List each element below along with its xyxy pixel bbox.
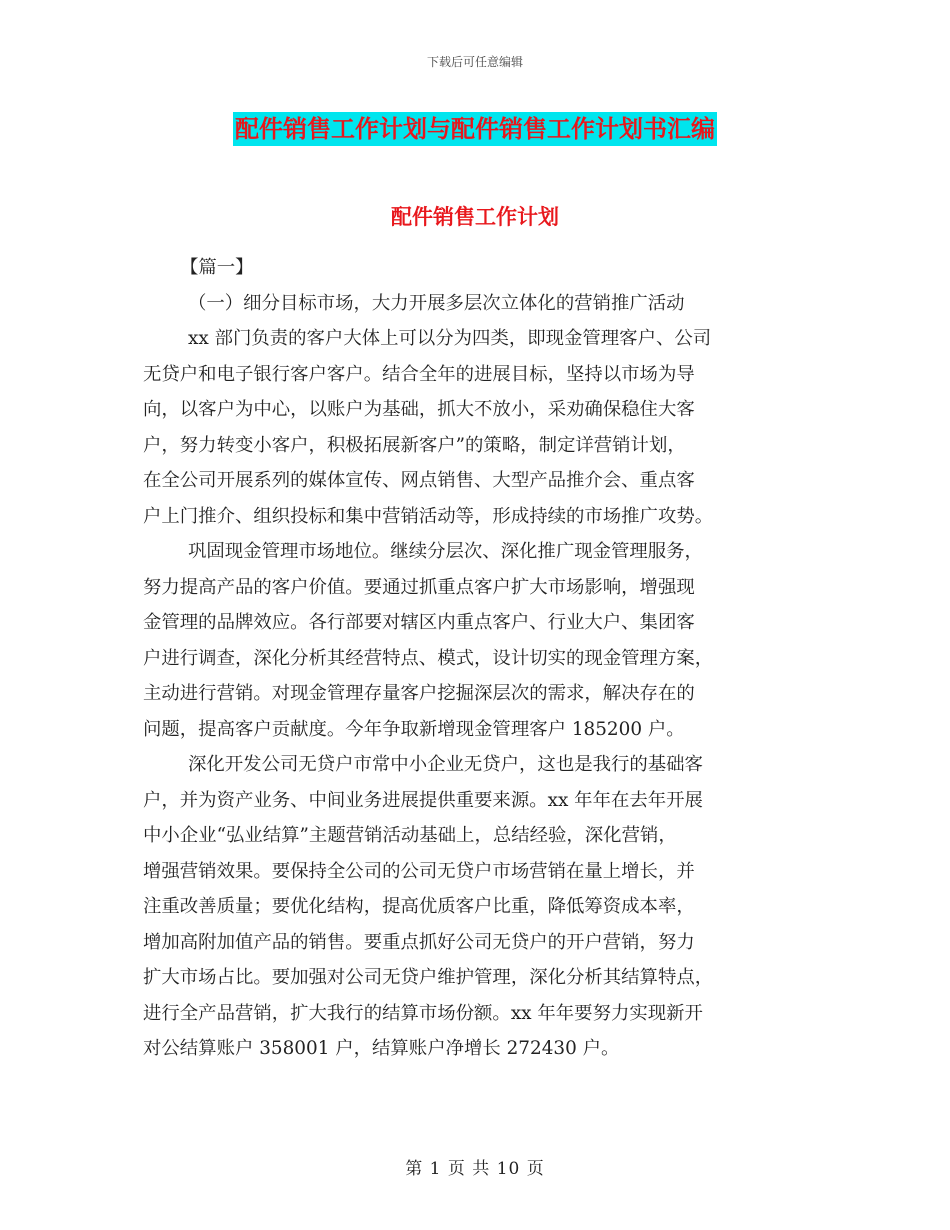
body-line: 注重改善质量；要优化结构，提高优质客户比重，降低筹资成本率， — [143, 896, 695, 917]
body-line: 户上门推介、组织投标和集中营销活动等，形成持续的市场推广攻势。 — [143, 505, 714, 527]
body-line: 进行全产品营销，扩大我行的结算市场份额。xx 年年要努力实现新开 — [143, 1002, 703, 1024]
body-line: 中小企业“弘业结算”主题营销活动基础上，总结经验，深化营销， — [143, 825, 677, 846]
body-line: 在全公司开展系列的媒体宣传、网点销售、大型产品推介会、重点客 — [143, 470, 695, 491]
body-line: 深化开发公司无贷户市常中小企业无贷户，这也是我行的基础客 — [188, 754, 703, 775]
body-line: 努力提高产品的客户价值。要通过抓重点客户扩大市场影响，增强现 — [143, 576, 695, 598]
body-line: 扩大市场占比。要加强对公司无贷户维护管理，深化分析其结算特点， — [143, 967, 714, 988]
document-title-container — [0, 112, 950, 146]
body-line: 向，以客户为中心，以账户为基础，抓大不放小，采劝确保稳住大客 — [143, 399, 695, 420]
part-label: 【篇一】 — [180, 257, 254, 278]
page-header-note: 下载后可任意编辑 — [426, 55, 523, 69]
body-line: 巩固现金管理市场地位。继续分层次、深化推广现金管理服务， — [188, 541, 703, 562]
body-line: 对公结算账户 358001 户，结算账户净增长 272430 户。 — [143, 1038, 620, 1059]
body-line: 增强营销效果。要保持全公司的公司无贷户市场营销在量上增长，并 — [143, 860, 695, 882]
document-title: 配件销售工作计划与配件销售工作计划书汇编 — [233, 112, 717, 146]
page-number-footer: 第 1 页 共 10 页 — [405, 1159, 545, 1179]
body-line: 主动进行营销。对现金管理存量客户挖掘深层次的需求，解决存在的 — [143, 683, 695, 704]
body-line: 户进行调查，深化分析其经营特点、模式，设计切实的现金管理方案， — [143, 647, 714, 669]
body-line: xx 部门负责的客户大体上可以分为四类，即现金管理客户、公司 — [188, 328, 712, 349]
document-body — [143, 250, 808, 1067]
body-line: 增加高附加值产品的销售。要重点抓好公司无贷户的开户营销，努力 — [143, 931, 695, 953]
body-line: （一）细分目标市场，大力开展多层次立体化的营销推广活动 — [188, 292, 685, 314]
section-title: 配件销售工作计划 — [391, 204, 559, 229]
body-line: 无贷户和电子银行客户客户。结合全年的进展目标，坚持以市场为导 — [143, 363, 695, 385]
body-line: 金管理的品牌效应。各行部要对辖区内重点客户、行业大户、集团客 — [143, 612, 695, 633]
body-line: 户，努力转变小客户，积极拓展新客户”的策略，制定详营销计划， — [143, 434, 686, 456]
body-line: 问题，提高客户贡献度。今年争取新增现金管理客户 185200 户。 — [143, 718, 685, 740]
body-line: 户，并为资产业务、中间业务进展提供重要来源。xx 年年在去年开展 — [143, 789, 703, 811]
